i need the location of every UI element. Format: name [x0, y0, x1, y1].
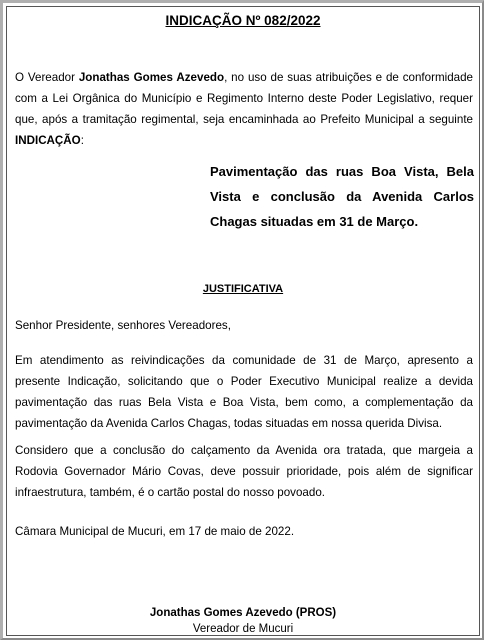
indicacao-keyword: INDICAÇÃO	[15, 134, 81, 147]
signature-role: Vereador de Mucuri	[192, 623, 294, 635]
place-date: Câmara Municipal de Mucuri, em 17 de maio de 2022.	[15, 525, 295, 538]
document-title: INDICAÇÃO Nº 082/2022	[165, 13, 321, 28]
councilor-name: Jonathas Gomes Azevedo	[78, 71, 225, 84]
intro-paragraph	[15, 67, 473, 151]
justification-paragraph-1: Em atendimento as reivindicações da comunidade de 31 de Março, apresento a presente Indicação, solicitando que o Poder Executivo Municipal realize a devida pavimentação das ruas Bela Vista e Boa Vista, bem como, a complementação da pavimentação da Avenida Carlos Chagas, todas situadas em nossa querida Divisa.	[15, 354, 473, 430]
salutation: Senhor Presidente, senhores Vereadores,	[15, 319, 231, 332]
justification-paragraph-2: Considero que a conclusão do calçamento da Avenida ora tratada, que margeia a Rodovia Governador Mário Covas, deve possuir prioridade, pois além de significar infraestrutura, também, é o cartão postal do nosso povoado.	[15, 444, 473, 499]
signature-name: Jonathas Gomes Azevedo (PROS)	[149, 607, 337, 619]
page-frame	[6, 6, 480, 636]
intro-middle: , no uso de suas atribuições e de conformidade com a Lei Orgânica do Município e Regimento Interno deste Poder Legislativo, requer que, após a tramitação regimental, seja encaminhada ao Prefeito Municipal a seguinte	[15, 71, 473, 126]
intro-end: :	[80, 134, 84, 147]
justification-heading: JUSTIFICATIVA	[202, 283, 284, 295]
request-text: Pavimentação das ruas Boa Vista, Bela Vista e conclusão da Avenida Carlos Chagas situadas em 31 de Março.	[210, 164, 474, 229]
intro-pre-name: O Vereador	[15, 71, 79, 84]
